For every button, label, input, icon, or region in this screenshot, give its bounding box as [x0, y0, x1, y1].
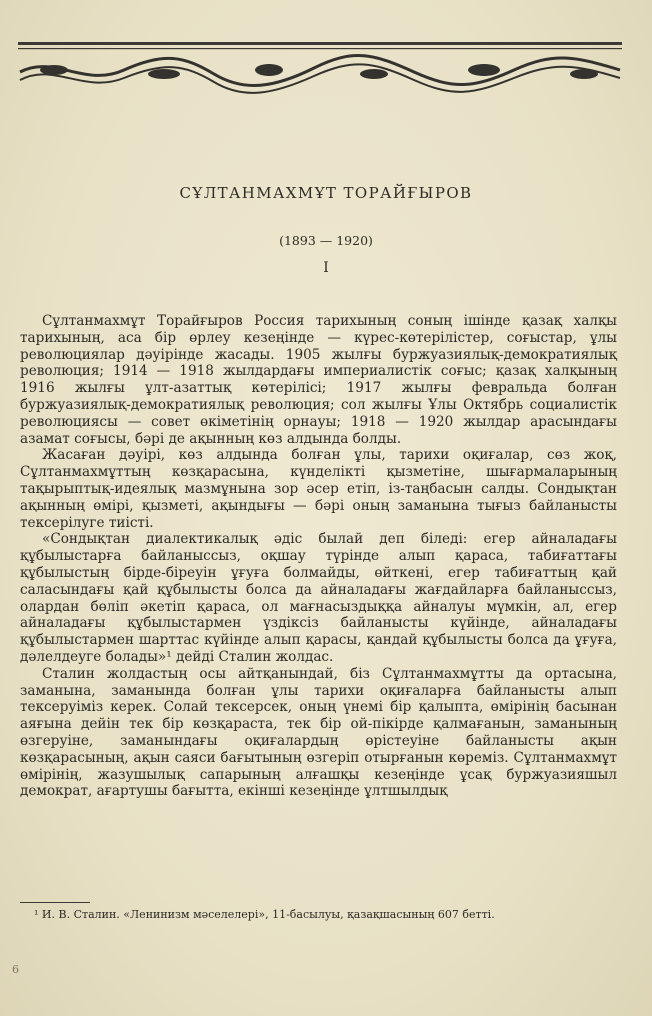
paragraph: Жасаған дәуірі, көз алдында болған ұлы, тарихи оқиғалар, сөз жоқ, Сұлтанмахмұттың көзқарасына, күнделікті қызметіне, шығармаларының тақырыптық-идеялық мазмұнына зор әсер етіп, із-таңбасын салды. Сондықтан ақынның өмірі, қызметі, ақындығы — бәрі оның заманына тығыз байланысты тексерілуге тиісті. — [20, 447, 617, 531]
section-number: I — [323, 260, 329, 276]
paragraph: Сталин жолдастың осы айтқанындай, біз Сұлтанмахмұтты да ортасына, заманына, заманында болған ұлы тарихи оқиғаларға байланысты алып тексеруіміз керек. Солай тексерсек, оның үнемі бір қалыпта, өмірінің басынан аяғына дейін тек бір көзқараста, тек бір ой-пікірде қалмағанын, заманының өзгеруіне, заманындағы оқиғалардың өрістеуіне байланысты ақын көзқарасының, ақын саяси бағытының өзгеріп отырғанын көреміз. Сұлтанмахмұт өмірінің, жазушылық сапарының алғашқы кезеңінде ұсақ буржуазияшыл демократ, ағартушы бағытта, екінші кезеңінде ұлтшылдық — [20, 665, 617, 800]
footnote-divider — [20, 902, 90, 903]
paragraph: Сұлтанмахмұт Торайғыров Россия тарихының соның ішінде қазақ халқы тарихының, аса бір өрлеу кезеңінде — күрес-көтерілістер, соғыстар, ұлы революциялар дәуірінде жасады. 1905 жылғы буржуазиялық-демократиялық революция; 1914 — 1918 жылдардағы империалистік соғыс; қазақ халқының 1916 жылғы ұлт-азаттық көтерілісі; 1917 жылғы февральда болған буржуазиялық-демократиялық революция; сол жылғы Ұлы Октябрь социалистік революциясы — совет өкіметінің орнауы; 1918 — 1920 жылдар арасындағы азамат соғысы, бәрі де ақынның көз алдында болды. — [20, 313, 617, 447]
page-title: СҰЛТАНМАХМҰТ ТОРАЙҒЫРОВ — [179, 184, 473, 202]
page-number: 6 — [12, 963, 19, 976]
body-text — [20, 313, 617, 800]
life-years: (1893 — 1920) — [279, 233, 373, 248]
paragraph: «Сондықтан диалектикалық әдіс былай деп біледі: егер айналадағы құбылыстарға байланыссыз, оқшау түрінде алып қараса, табиғаттағы құбылыстың бірде-біреуін ұғуға болмайды, өйткені, егер табиғаттың қай саласындағы қай құбылысты болса да айналадағы жағдайларға байланыссыз, олардан бөліп әкетіп қараса, ол мағнасыздыққа айналуы мүмкін, ал, егер айналадағы құбылыстармен үздіксіз байланысты күйінде, айналадағы құбылыстармен шарттас күйінде алып қарасы, қандай құбылысты болса да ұғуға, дәлелдеуге болады»¹ дейді Сталин жолдас. — [20, 531, 617, 665]
footnote: ¹ И. В. Сталин. «Ленинизм мәселелері», 11-басылуы, қазақшасының 607 бетті. — [34, 908, 495, 921]
decorative-header-ornament — [14, 40, 626, 96]
